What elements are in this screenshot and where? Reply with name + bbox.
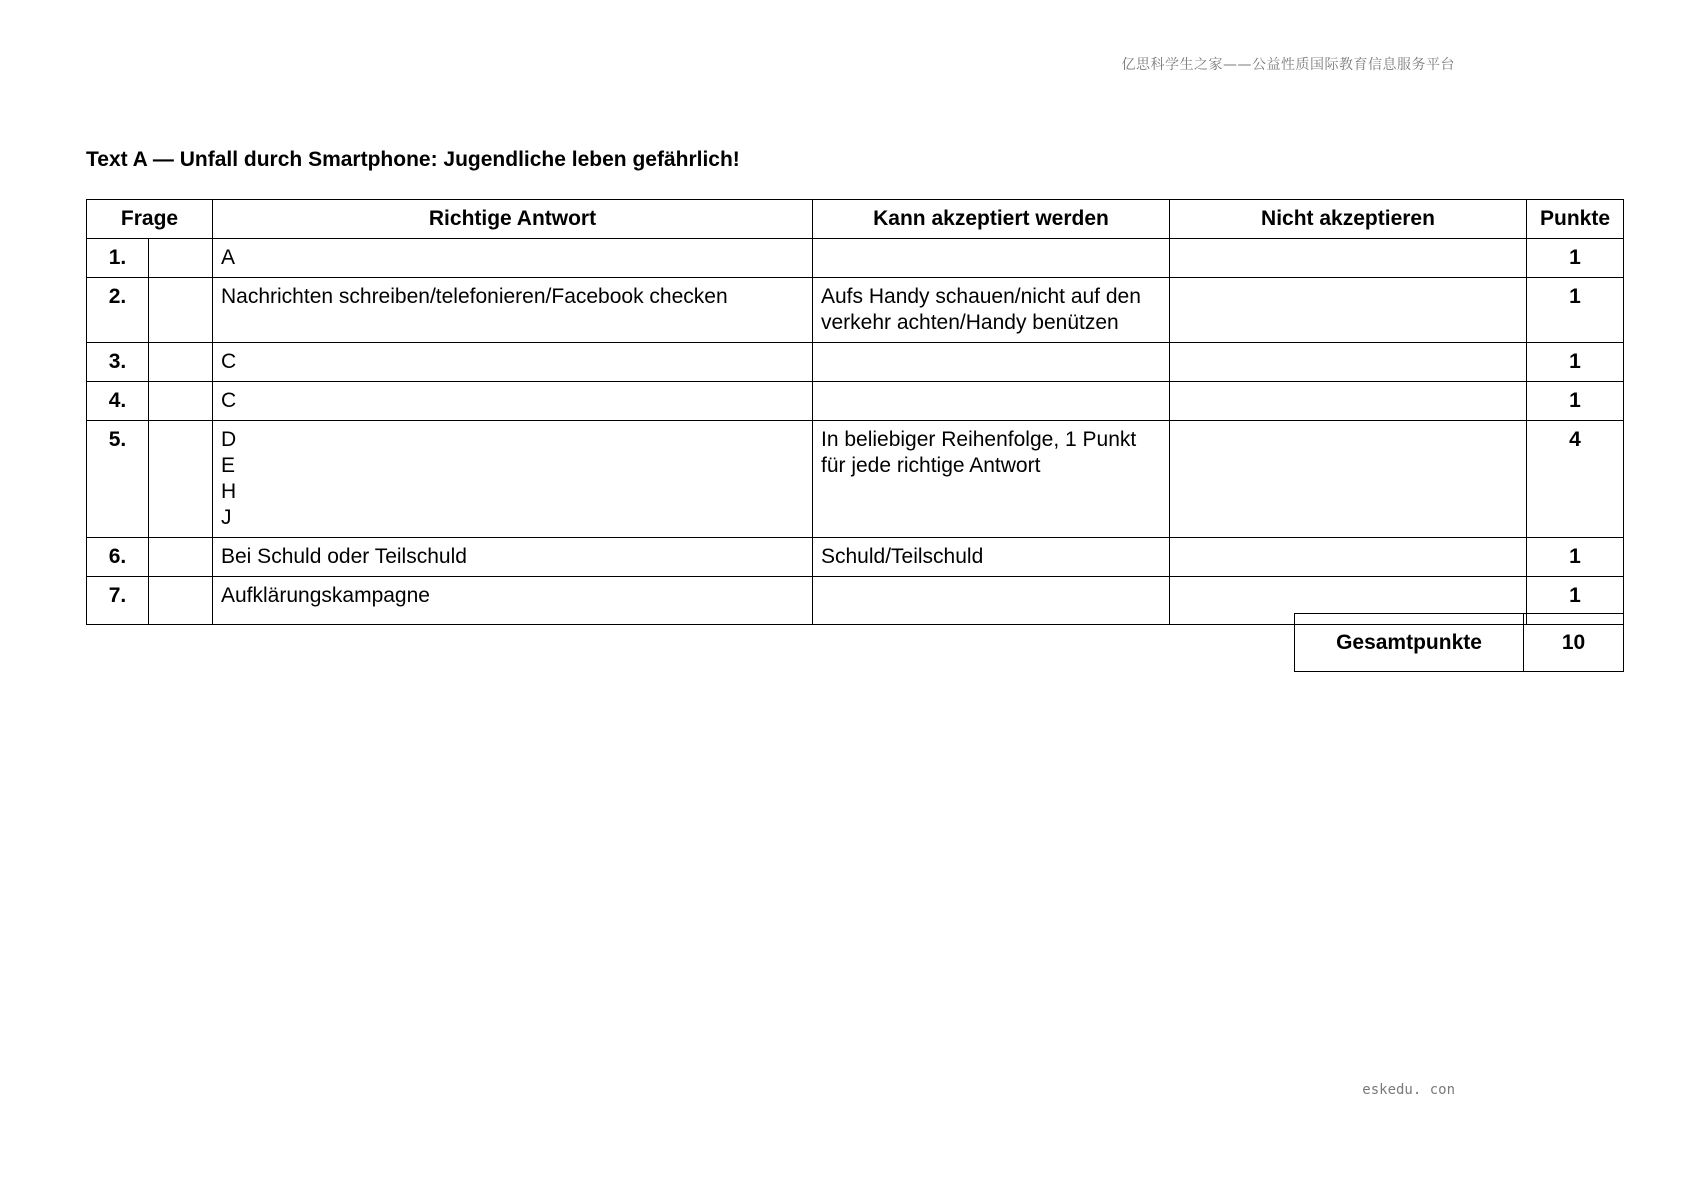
header-note: 亿思科学生之家——公益性质国际教育信息服务平台: [1121, 57, 1455, 73]
correct-answer-line: Nachrichten schreiben/telefonieren/Facebook checken: [221, 285, 728, 308]
total-table: [1294, 613, 1624, 672]
header-nicht-akzeptieren: Nicht akzeptieren: [1170, 200, 1527, 239]
question-sub-cell: [149, 421, 213, 538]
question-sub-cell: [149, 343, 213, 382]
question-sub-cell: [149, 382, 213, 421]
accepted-answer-cell: In beliebiger Reihenfolge, 1 Punkt für jede richtige Antwort: [813, 421, 1170, 538]
correct-answer-cell: [213, 278, 813, 343]
question-number: 2.: [87, 278, 149, 343]
correct-answer-line: A: [221, 246, 236, 269]
table-row: [87, 239, 1624, 278]
correct-answer-cell: [213, 239, 813, 278]
correct-answer-line: J: [221, 506, 232, 529]
page-title: Text A — Unfall durch Smartphone: Jugendliche leben gefährlich!: [86, 148, 740, 171]
correct-answer-cell: [213, 343, 813, 382]
question-sub-cell: [149, 538, 213, 577]
table-row: [87, 421, 1624, 538]
correct-answer-line: Aufklärungskampagne: [221, 584, 430, 607]
table-row: [87, 278, 1624, 343]
total-label: Gesamtpunkte: [1295, 614, 1524, 672]
header-kann-akzeptiert: Kann akzeptiert werden: [813, 200, 1170, 239]
question-sub-cell: [149, 239, 213, 278]
header-punkte: Punkte: [1527, 200, 1624, 239]
rejected-answer-cell: [1170, 538, 1527, 577]
rejected-answer-cell: [1170, 239, 1527, 278]
answer-key-table: [86, 199, 1624, 625]
header-richtige-antwort: Richtige Antwort: [213, 200, 813, 239]
points-cell: 4: [1527, 421, 1624, 538]
points-cell: 1: [1527, 278, 1624, 343]
correct-answer-line: H: [221, 480, 237, 503]
total-value: 10: [1524, 614, 1624, 672]
table-row: [87, 538, 1624, 577]
footer-note: eskedu. con: [1362, 1082, 1455, 1098]
table-header-row: [87, 200, 1624, 239]
points-cell: 1: [1527, 343, 1624, 382]
points-cell: 1: [1527, 382, 1624, 421]
correct-answer-cell: [213, 577, 813, 625]
question-number: 1.: [87, 239, 149, 278]
correct-answer-cell: [213, 421, 813, 538]
question-sub-cell: [149, 278, 213, 343]
accepted-answer-cell: Aufs Handy schauen/nicht auf den verkehr achten/Handy benützen: [813, 278, 1170, 343]
correct-answer-line: E: [221, 454, 236, 477]
question-number: 5.: [87, 421, 149, 538]
question-sub-cell: [149, 577, 213, 625]
correct-answer-line: D: [221, 428, 237, 451]
correct-answer-cell: [213, 382, 813, 421]
correct-answer-line: C: [221, 350, 237, 373]
correct-answer-cell: [213, 538, 813, 577]
rejected-answer-cell: [1170, 382, 1527, 421]
header-frage: Frage: [87, 200, 213, 239]
question-number: 6.: [87, 538, 149, 577]
correct-answer-line: C: [221, 389, 237, 412]
correct-answer-line: Bei Schuld oder Teilschuld: [221, 545, 467, 568]
points-cell: 1: [1527, 577, 1624, 625]
question-number: 3.: [87, 343, 149, 382]
points-cell: 1: [1527, 538, 1624, 577]
accepted-answer-cell: [813, 239, 1170, 278]
question-number: 4.: [87, 382, 149, 421]
accepted-answer-cell: Schuld/Teilschuld: [813, 538, 1170, 577]
table-row: [87, 382, 1624, 421]
accepted-answer-cell: [813, 343, 1170, 382]
accepted-answer-cell: [813, 382, 1170, 421]
accepted-answer-cell: [813, 577, 1170, 625]
points-cell: 1: [1527, 239, 1624, 278]
table-row: [87, 343, 1624, 382]
rejected-answer-cell: [1170, 278, 1527, 343]
rejected-answer-cell: [1170, 343, 1527, 382]
rejected-answer-cell: [1170, 421, 1527, 538]
question-number: 7.: [87, 577, 149, 625]
